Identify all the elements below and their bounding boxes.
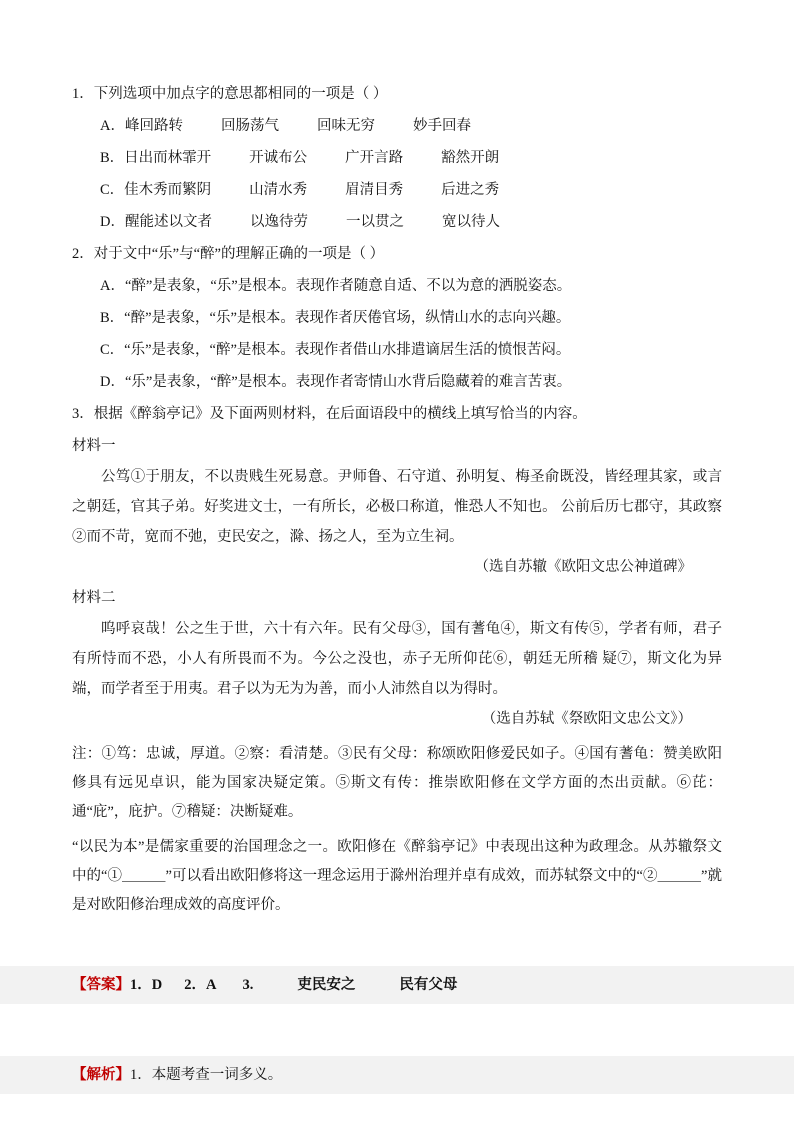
question-2-option-a: A．“醉”是表象，“乐”是根本。表现作者随意自适、不以为意的洒脱姿态。 [100,278,572,294]
option-phrase: 眉清目秀 [345,182,404,198]
material-1-source: （选自苏辙《欧阳文忠公神道碑》 [474,559,692,575]
question-1-option-b [72,142,722,174]
option-phrase: 妙手回春 [412,118,471,134]
option-phrase: 一以贯之 [345,214,404,230]
analysis-text: 1．本题考查一词多义。 [130,1067,283,1083]
question-3 [72,398,722,920]
material-2-source: （选自苏轼《祭欧阳文忠公文》） [481,711,692,727]
answer-label: 【答案】 [72,977,130,993]
material-2-text: 呜呼哀哉！公之生于世，六十有六年。民有父母③，国有蓍龟④，斯文有传⑤，学者有师，君子有所恃而不恐，小人有所畏而不为。今公之没也，赤子无所仰芘⑥，朝廷无所稽 疑⑦，斯文化为异端，而学者至于用夷。君子以为无为为善，而小人沛然自以为得时。 [72,621,722,697]
question-1-option-a [72,110,722,142]
question-2-option-c: C．“乐”是表象，“醉”是根本。表现作者借山水排遣谪居生活的愤恨苦闷。 [100,342,571,358]
material-1-title: 材料一 [72,438,116,454]
option-phrase: 豁然开朗 [441,150,500,166]
option-phrase: 回肠荡气 [220,118,279,134]
option-label: A． [100,118,125,134]
question-3-stem: 3．根据《醉翁亭记》及下面两则材料，在后面语段中的横线上填写恰当的内容。 [72,406,587,422]
material-1-text: 公笃①于朋友，不以贵贱生死易意。尹师鲁、石守道、孙明复、梅圣俞既没，皆经理其家，或言之朝廷，官其子弟。好奖进文士，一有所长，必极口称道，惟恐人不知也。 公前后历七郡守，其政察②而不苛，宽而不弛，吏民安之，滁、扬之人，至为立生祠。 [72,469,722,545]
question-1-stem: 1．下列选项中加点字的意思都相同的一项是（ ） [72,86,388,102]
option-phrase: 回味无穷 [316,118,375,134]
question-2 [72,238,722,398]
answer-bar [0,966,794,1004]
option-phrase: 日出而林霏开 [124,150,212,166]
question-1-option-c [72,174,722,206]
option-phrase: 山清水秀 [249,182,308,198]
option-phrase: 以逸待劳 [249,214,308,230]
answer-item-1: 1．D [130,977,163,993]
question-1-option-d [72,206,722,238]
analysis-bar [0,1056,794,1094]
material-2-title: 材料二 [72,590,116,606]
option-phrase: 后进之秀 [441,182,500,198]
question-2-stem: 2．对于文中“乐”与“醉”的理解正确的一项是（ ） [72,246,385,262]
answer-blank-1: 吏民安之 [297,977,356,993]
option-phrase: 醒能述以文者 [124,214,212,230]
question-3-fill-in-paragraph: “以民为本”是儒家重要的治国理念之一。欧阳修在《醉翁亭记》中表现出这种为政理念。从苏辙祭文中的“①＿＿＿”可以看出欧阳修将这一理念运用于滁州治理并卓有成效，而苏轼祭文中的“②＿＿＿”就是对欧阳修治理成效的高度评价。 [72,839,722,913]
answer-item-2: 2．A [184,977,217,993]
option-label: C． [100,182,125,198]
question-2-option-b: B．“醉”是表象，“乐”是根本。表现作者厌倦官场，纵情山水的志向兴趣。 [100,310,571,326]
question-1 [72,78,722,238]
analysis-label: 【解析】 [72,1067,130,1083]
option-phrase: 峰回路转 [124,118,183,134]
question-2-option-d: D．“乐”是表象，“醉”是根本。表现作者寄情山水背后隐藏着的难言苦衷。 [100,374,572,390]
material-notes: 注：①笃：忠诚，厚道。②察：看清楚。③民有父母：称颂欧阳修爱民如子。④国有蓍龟：赞美欧阳修具有远见卓识，能为国家决疑定策。⑤斯文有传：推崇欧阳修在文学方面的杰出贡献。⑥芘：通“庇”，庇护。⑦稽疑：决断疑难。 [72,746,722,820]
option-phrase: 佳木秀而繁阴 [124,182,212,198]
option-label: B． [100,150,125,166]
option-phrase: 宽以待人 [441,214,500,230]
option-phrase: 开诚布公 [249,150,308,166]
option-label: D． [100,214,125,230]
answer-blank-2: 民有父母 [399,977,458,993]
answer-item-3: 3. [242,977,254,993]
option-phrase: 广开言路 [345,150,404,166]
